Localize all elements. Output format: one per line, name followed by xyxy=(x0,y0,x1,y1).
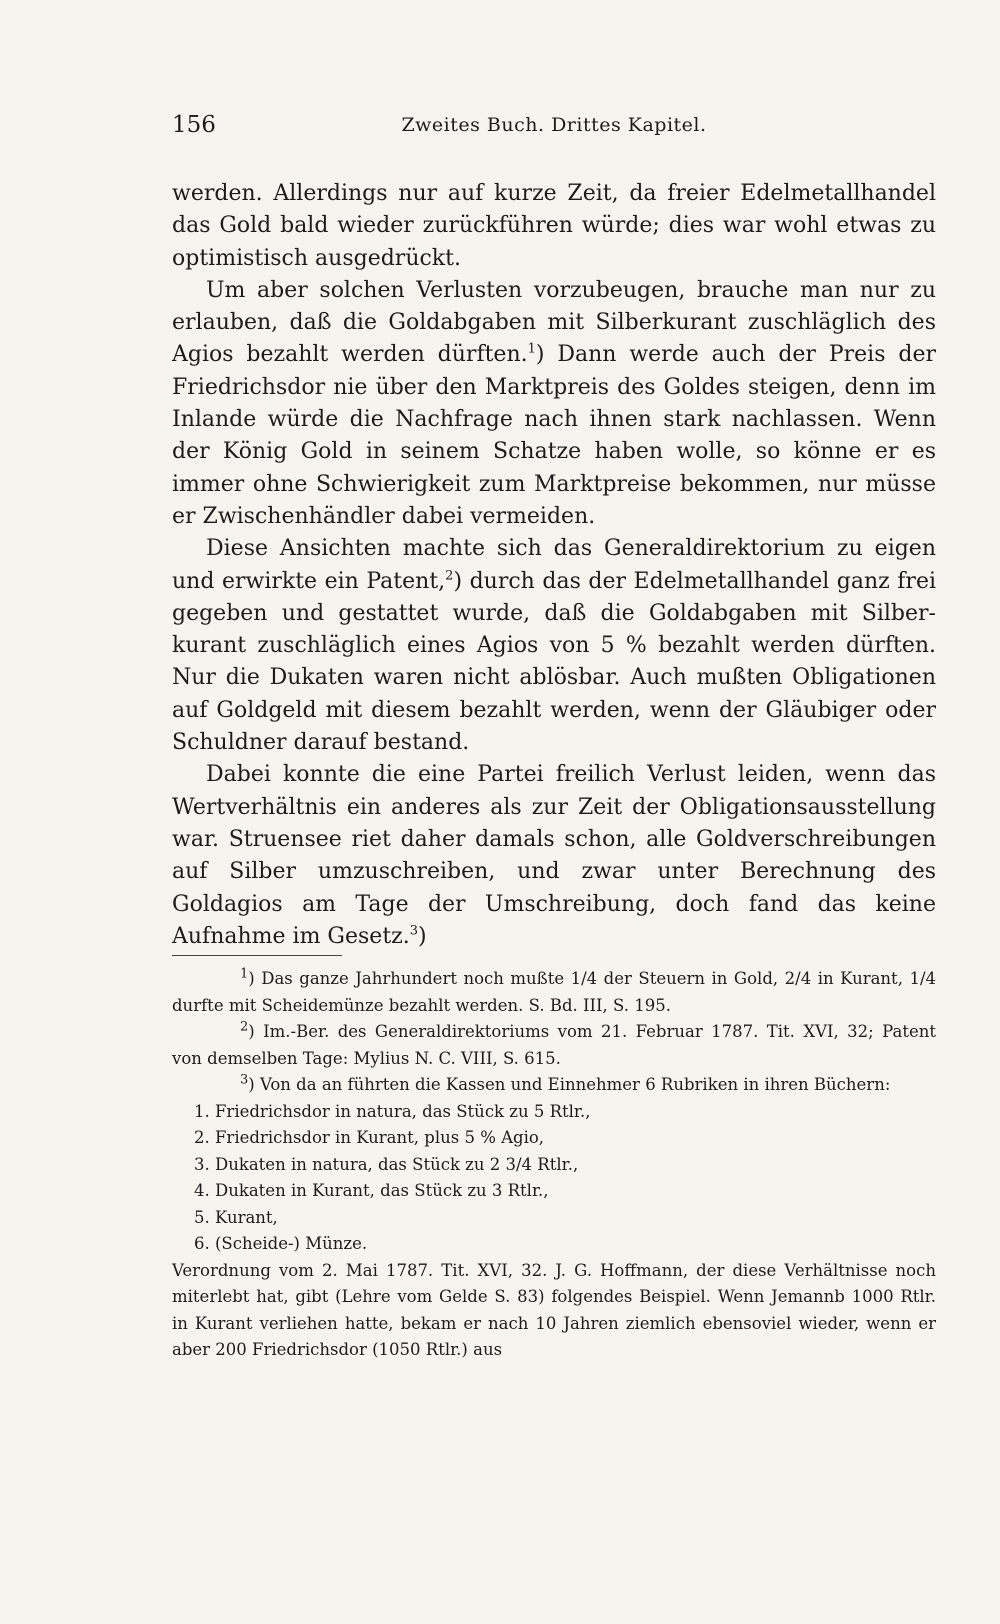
paragraph-3: Diese Ansichten machte sich das Generaldirektorium zu eigen und erwirkte ein Patent,$^2$) durch das der Edelmetallhandel ganz frei gegeben und gestattet wurde, daß die Goldabgaben mit Silber-kurant zuschläglich eines Agios von 5 % bezahlt werden dürften. Nur die Dukaten waren nicht ablösbar. Auch mußten Obligationen auf Goldgeld mit diesem bezahlt werden, wenn der Gläubiger oder Schuldner darauf bestand. xyxy=(172,536,936,756)
running-title: Zweites Buch. Drittes Kapitel. xyxy=(401,114,707,136)
list-item: 2. Friedrichsdor in Kurant, plus 5 % Agio, xyxy=(194,1128,545,1147)
footnote-2: $^2$) Im.-Ber. des Generaldirektoriums vom 21. Februar 1787. Tit. XVI, 32; Patent von demselben Tage: Mylius N. C. VIII, S. 615. xyxy=(172,1019,936,1068)
page-header xyxy=(172,112,936,142)
footnote-divider xyxy=(172,955,342,956)
list-item: 4. Dukaten in Kurant, das Stück zu 3 Rtlr., xyxy=(194,1181,549,1200)
footnote-1: $^1$) Das ganze Jahrhundert noch mußte 1/4 der Steuern in Gold, 2/4 in Kurant, 1/4 durfte mit Scheidemünze bezahlt werden. S. Bd. III, S. 195. xyxy=(172,966,936,1015)
page-number: 156 xyxy=(172,112,216,138)
body-text xyxy=(172,178,936,953)
footnote-3: $^3$) Von da an führten die Kassen und Einnehmer 6 Rubriken in ihren Büchern: xyxy=(240,1072,891,1094)
paragraph-1: werden. Allerdings nur auf kurze Zeit, da freier Edelmetallhandel das Gold bald wieder zurückführen würde; dies war wohl etwas zu optimistisch ausgedrückt. xyxy=(172,181,936,271)
list-item: 6. (Scheide-) Münze. xyxy=(194,1234,368,1253)
list-item: 1. Friedrichsdor in natura, das Stück zu 5 Rtlr., xyxy=(194,1101,591,1121)
paragraph-4: Dabei konnte die eine Partei freilich Verlust leiden, wenn das Wertverhältnis ein anderes als zur Zeit der Obligationsausstellung war. Struensee riet daher damals schon, alle Goldverschreibungen auf Silber umzuschreiben, und zwar unter Berechnung des Goldagios am Tage der Umschreibung, doch fand das keine Aufnahme im Gesetz.$^3$) xyxy=(172,762,936,949)
list-item: 5. Kurant, xyxy=(194,1207,278,1227)
footnotes xyxy=(172,966,936,1364)
footnote-ref-3[interactable]: 3 xyxy=(409,923,419,939)
list-item: 3. Dukaten in natura, das Stück zu 2 3/4 Rtlr., xyxy=(194,1154,579,1174)
footnote-ref-2[interactable]: 2 xyxy=(445,568,454,584)
paragraph-2: Um aber solchen Verlusten vorzubeugen, brauche man nur zu erlauben, daß die Goldabgaben mit Silberkurant zuschläglich des Agios bezahlt werden dürften.$^1$) Dann werde auch der Preis der Friedrichsdor nie über den Marktpreis des Goldes steigen, denn im Inlande würde die Nachfrage nach ihnen stark nachlassen. Wenn der König Gold in seinem Schatze haben wolle, so könne er es immer ohne Schwierigkeit zum Marktpreise bekommen, nur müsse er Zwischenhändler dabei vermeiden. xyxy=(172,277,936,529)
footnote-ref-1[interactable]: 1 xyxy=(527,342,536,358)
footnote-3-continuation: Verordnung vom 2. Mai 1787. Tit. XVI, 32. J. G. Hoffmann, der diese Verhältnisse noch miterlebt hat, gibt (Lehre vom Gelde S. 83) folgendes Beispiel. Wenn Jemannb 1000 Rtlr. in Kurant verliehen hatte, bekam er nach 10 Jahren ziemlich ebensoviel wieder, wenn er aber 200 Friedrichsdor (1050 Rtlr.) aus xyxy=(172,1260,936,1359)
